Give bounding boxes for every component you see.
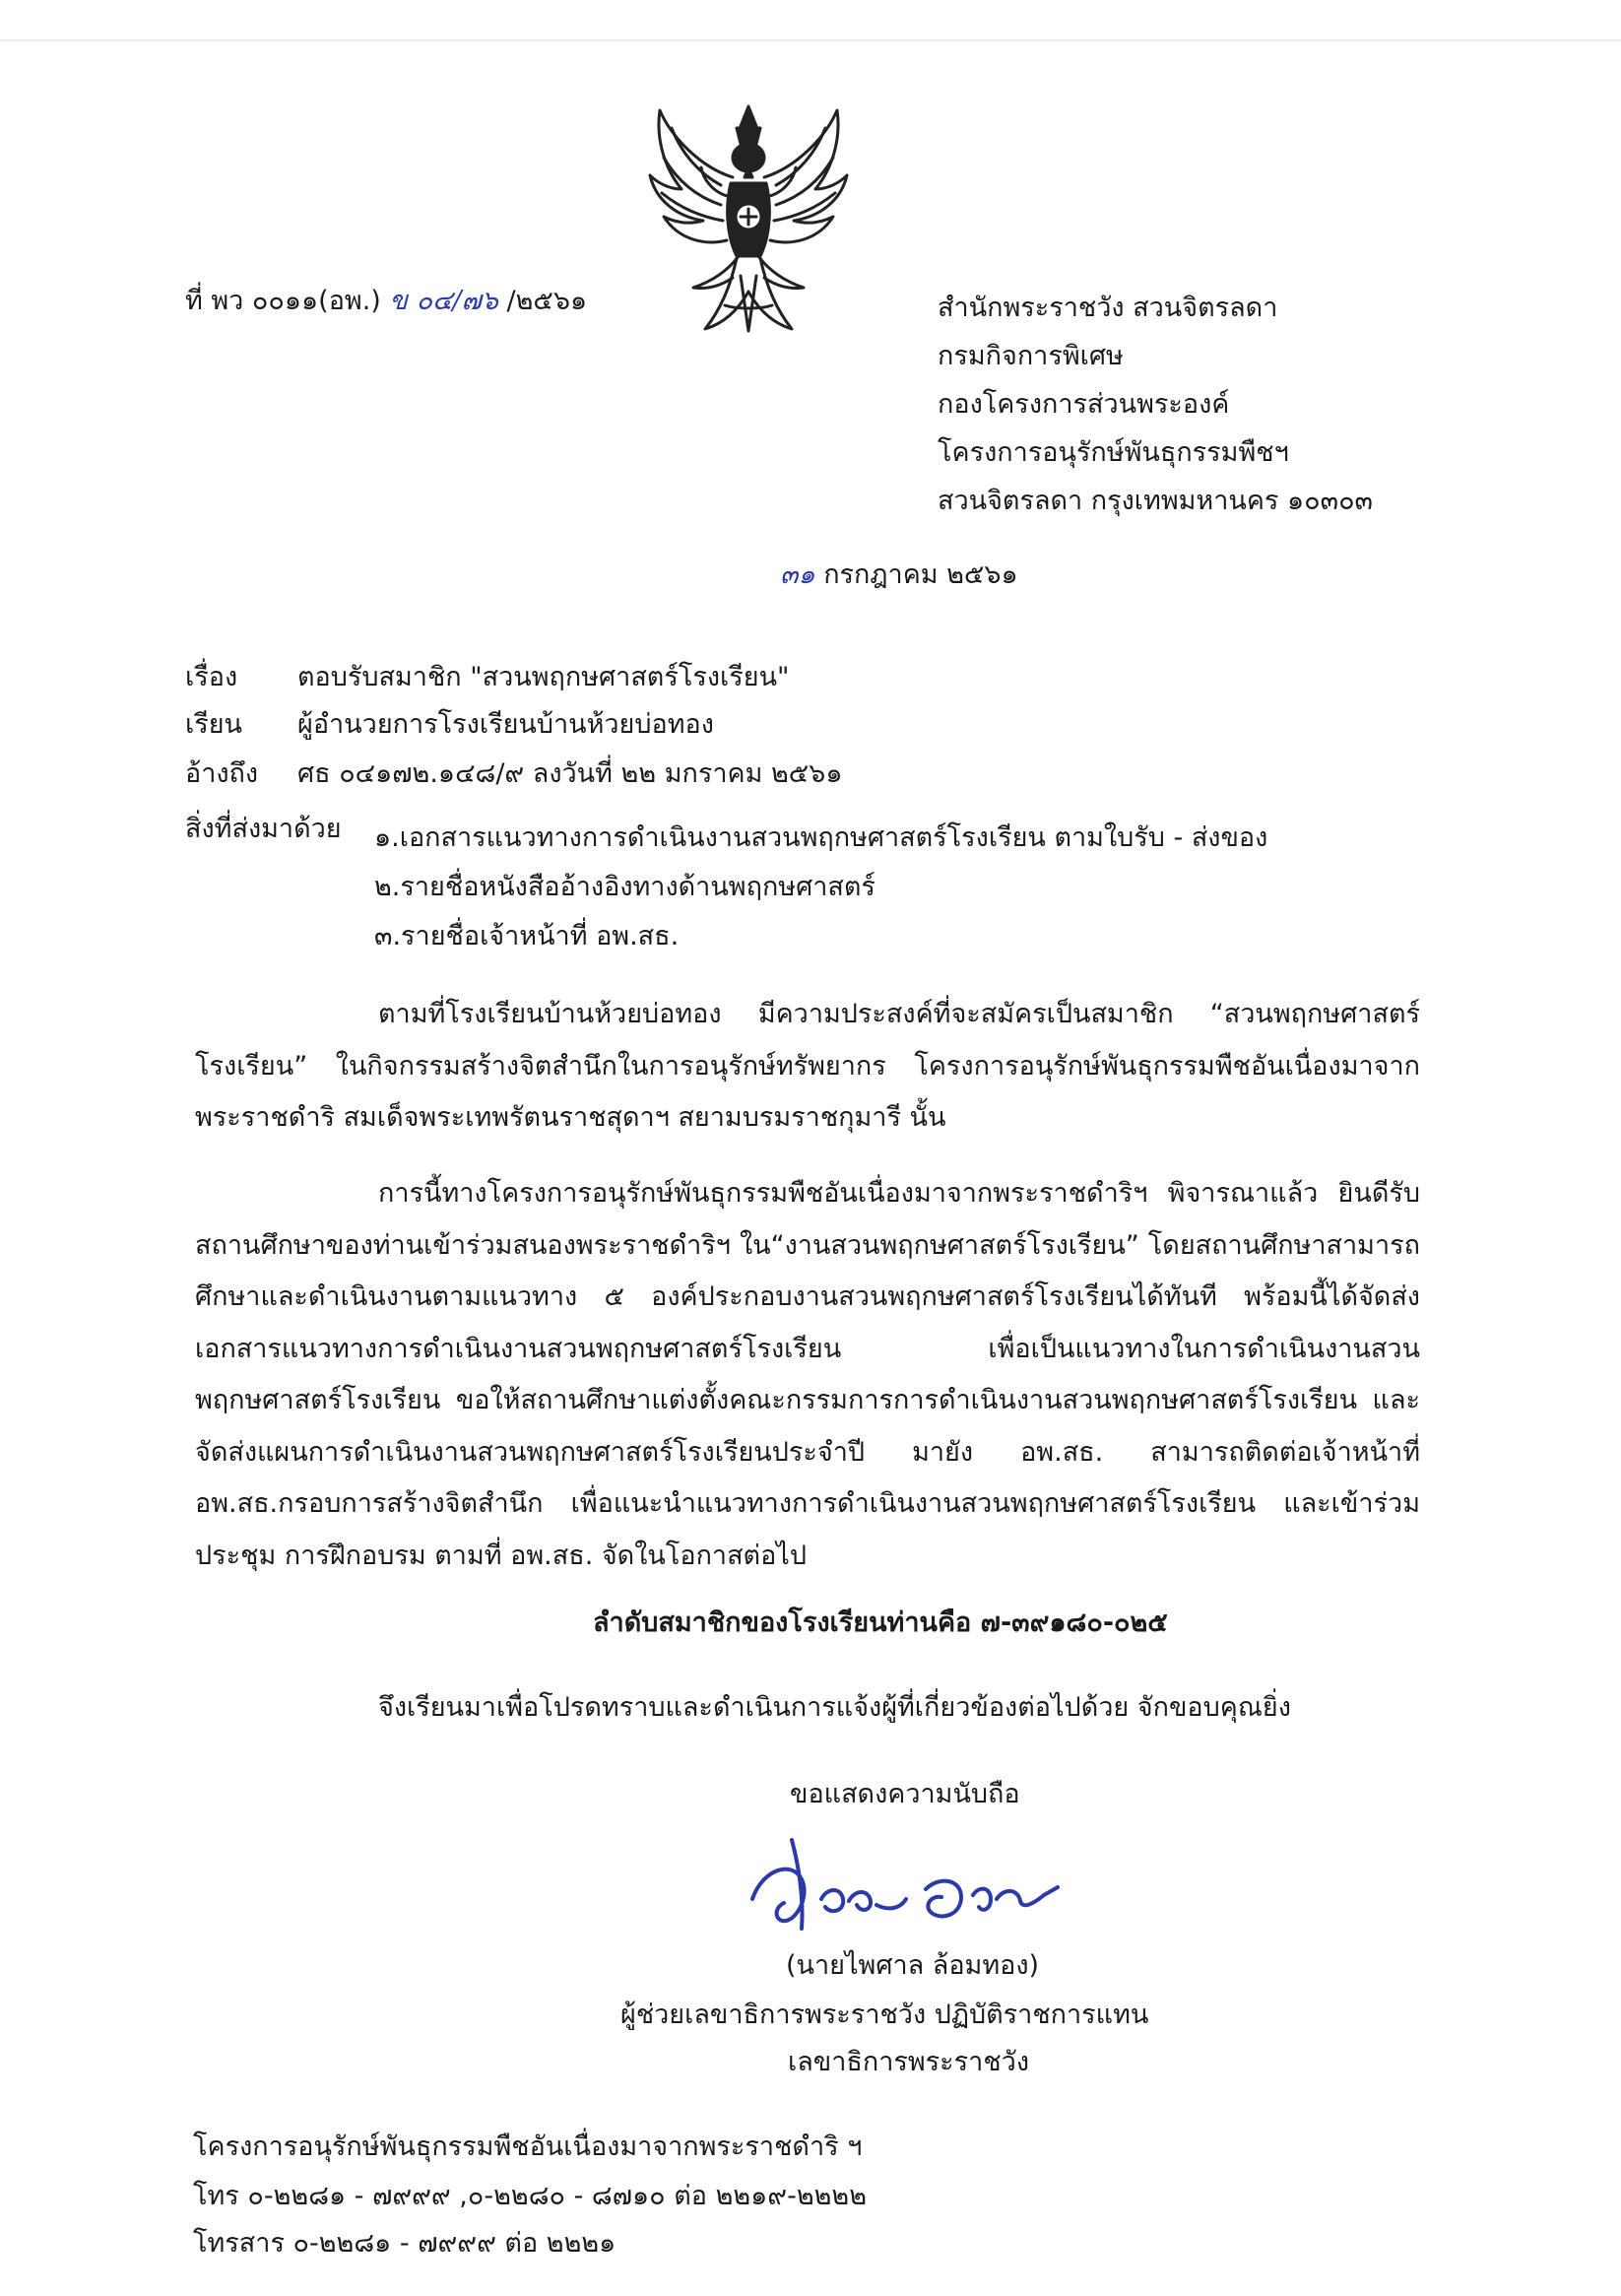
enclosure-item: ๒.รายชื่อหนังสืออ้างอิงทางด้านพฤกษศาสตร์ (374, 872, 875, 902)
date-day-handwritten: ๓๑ (780, 559, 815, 590)
signer-position-1: ผู้ช่วยเลขาธิการพระราชวัง ปฏิบัติราชการแทน (620, 2000, 1149, 2030)
office-line: กรมกิจการพิเศษ (938, 341, 1124, 371)
subject-label: เรื่อง (185, 662, 238, 692)
reference-handwritten: ข ๐๔/๗๖ (389, 286, 498, 316)
office-line: กองโครงการส่วนพระองค์ (938, 389, 1230, 420)
footer-org: โครงการอนุรักษ์พันธุกรรมพืชอันเนื่องมาจากพระราชดำริ ฯ (193, 2132, 863, 2162)
enclosure-item: ๑.เอกสารแนวทางการดำเนินงานสวนพฤกษศาสตร์โรงเรียน ตามใบรับ - ส่งของ (374, 822, 1268, 853)
letter-date (780, 559, 1018, 591)
signer-name: (นายไพศาล ล้อมทอง) (786, 1950, 1040, 1981)
reference-suffix: /๒๕๖๑ (506, 286, 588, 316)
reference-value: ศธ ๐๔๑๗๒.๑๔๘/๙ ลงวันที่ ๒๒ มกราคม ๒๕๖๑ (297, 758, 843, 789)
body-paragraph-2 (195, 1168, 1420, 1582)
footer-phone: โทร ๐-๒๒๘๑ - ๗๙๙๙ ,๐-๒๒๘๐ - ๘๗๑๐ ต่อ ๒๒๑๙-๒๒๒๒ (193, 2181, 868, 2211)
reference-number (185, 286, 587, 317)
recipient-label: เรียน (185, 709, 243, 740)
recipient-value: ผู้อำนวยการโรงเรียนบ้านห้วยบ่อทอง (297, 709, 714, 740)
office-line: โครงการอนุรักษ์พันธุกรรมพืชฯ (938, 437, 1289, 468)
office-line: สำนักพระราชวัง สวนจิตรลดา (938, 293, 1278, 323)
office-address (938, 284, 1373, 525)
closing-line: จึงเรียนมาเพื่อโปรดทราบและดำเนินการแจ้งผู้ที่เกี่ยวข้องต่อไปด้วย จักขอบคุณยิ่ง (378, 1692, 1291, 1723)
signer-position-2: เลขาธิการพระราชวัง (788, 2047, 1030, 2077)
scan-top-edge (0, 39, 1621, 42)
handwritten-signature (733, 1830, 1087, 1948)
subject-value: ตอบรับสมาชิก "สวนพฤกษศาสตร์โรงเรียน" (297, 662, 790, 692)
reference-label: อ้างถึง (185, 758, 259, 789)
footer-fax: โทรสาร ๐-๒๒๘๑ - ๗๙๙๙ ต่อ ๒๒๒๑ (193, 2228, 616, 2259)
enclosure-label: สิ่งที่ส่งมาด้วย (185, 814, 342, 844)
date-month-year: กรกฎาคม ๒๕๖๑ (823, 559, 1018, 590)
office-line: สวนจิตรลดา กรุงเทพมหานคร ๑๐๓๐๓ (938, 486, 1374, 516)
body-paragraph-1 (195, 989, 1420, 1145)
garuda-emblem-icon (642, 98, 855, 339)
regards: ขอแสดงความนับถือ (790, 1779, 1020, 1809)
paragraph-2-text: การนี้ทางโครงการอนุรักษ์พันธุกรรมพืชอันเนื่องมาจากพระราชดำริฯ พิจารณาแล้ว ยินดีรับสถานศึกษาของท่านเข้าร่วมสนองพระราชดำริฯ ใน“งานสวนพฤกษศาสตร์โรงเรียน” โดยสถานศึกษาสามารถศึกษาและดำเนินงานตามแนวทาง ๕ องค์ประกอบงานสวนพฤกษศาสตร์โรงเรียนได้ทันที พร้อมนี้ได้จัดส่งเอกสารแนวทางการดำเนินงานสวนพฤกษศาสตร์โรงเรียน เพื่อเป็นแนวทางในการดำเนินงานสวนพฤกษศาสตร์โรงเรียน ขอให้สถานศึกษาแต่งตั้งคณะกรรมการการดำเนินงานสวนพฤกษศาสตร์โรงเรียน และจัดส่งแผนการดำเนินงานสวนพฤกษศาสตร์โรงเรียนประจำปี มายัง อพ.สธ. สามารถติดต่อเจ้าหน้าที่ อพ.สธ.กรอบการสร้างจิตสำนึก เพื่อแนะนำแนวทางการดำเนินงานสวนพฤกษศาสตร์โรงเรียน และเข้าร่วมประชุม การฝึกอบรม ตามที่ อพ.สธ. จัดในโอกาสต่อไป (195, 1178, 1420, 1571)
member-number: ลำดับสมาชิกของโรงเรียนท่านคือ ๗-๓๙๑๘๐-๐๒๕ (593, 1607, 1168, 1638)
enclosure-list (374, 814, 1267, 961)
paragraph-1-text: ตามที่โรงเรียนบ้านห้วยบ่อทอง มีความประสงค์ที่จะสมัครเป็นสมาชิก “สวนพฤกษศาสตร์โรงเรียน” ในกิจกรรมสร้างจิตสำนึกในการอนุรักษ์ทรัพยากร โครงการอนุรักษ์พันธุกรรมพืชอันเนื่องมาจากพระราชดำริ สมเด็จพระเทพรัตนราชสุดาฯ สยามบรมราชกุมารี นั้น (195, 999, 1420, 1133)
reference-prefix: ที่ พว ๐๐๑๑(อพ.) (185, 286, 381, 316)
enclosure-item: ๓.รายชื่อเจ้าหน้าที่ อพ.สธ. (374, 921, 680, 951)
